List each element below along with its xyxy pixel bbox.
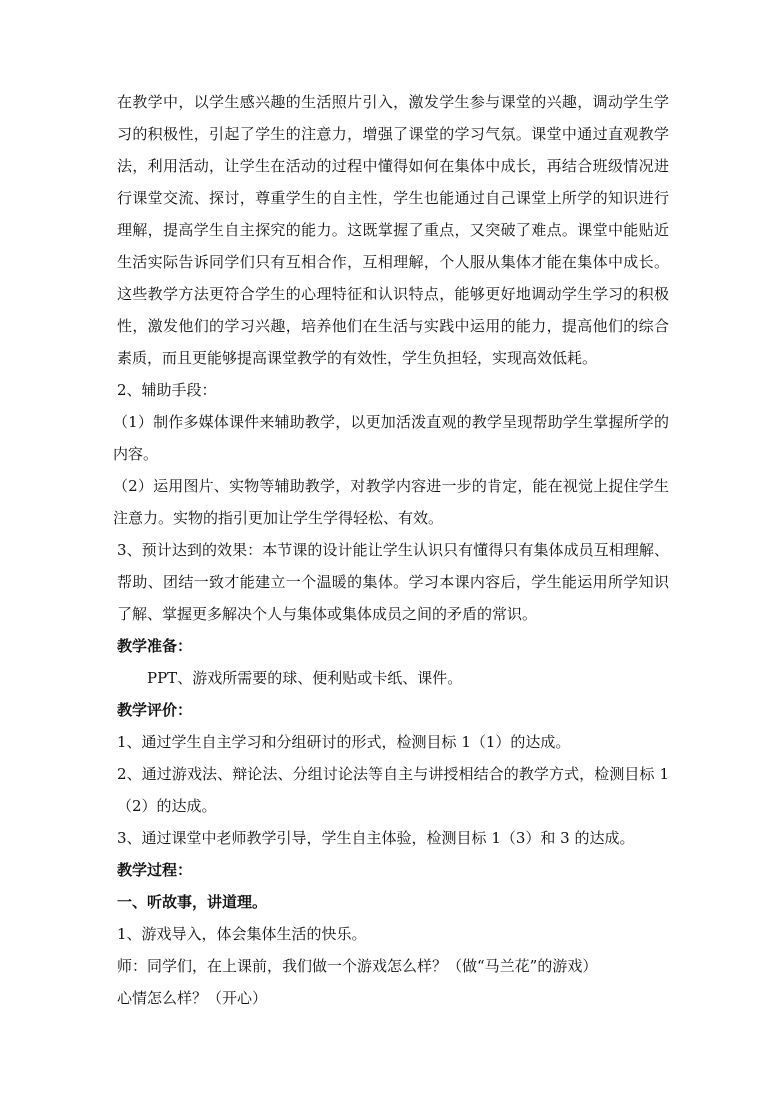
document-body — [113, 86, 669, 1014]
heading-section-one: 一、听故事，讲道理。 — [117, 893, 268, 911]
paragraph-mood-question: 心情怎么样？（开心） — [117, 989, 268, 1007]
paragraph-teaching-method: 在教学中，以学生感兴趣的生活照片引入，激发学生参与课堂的兴趣，调动学生学习的积极性，引起了学生的注意力，增强了课堂的学习气氛。课堂中通过直观教学法，利用活动，让学生在活动的过程中懂得如何在集体中成长，再结合班级情况进行课堂交流、探讨，尊重学生的自主性，学生也能通过自己课堂上所学的知识进行理解，提高学生自主探究的能力。这既掌握了重点，又突破了难点。课堂中能贴近生活实际告诉同学们只有互相合作，互相理解，个人服从集体才能在集体中成长。这些教学方法更符合学生的心理特征和认识特点，能够更好地调动学生学习的积极性，激发他们的学习兴趣，培养他们在生活与实践中运用的能力，提高他们的综合素质，而且更能够提高课堂教学的有效性，学生负担轻，实现高效低耗。 — [117, 93, 669, 367]
paragraph-auxiliary-means: 2、辅助手段： — [117, 381, 217, 399]
paragraph-preparation-items: PPT、游戏所需要的球、便利贴或卡纸、课件。 — [147, 669, 463, 687]
paragraph-auxiliary-item-1: （1）制作多媒体课件来辅助教学，以更加活泼直观的教学呈现帮助学生掌握所学的内容。 — [113, 413, 669, 463]
paragraph-evaluation-2: 2、通过游戏法、辩论法、分组讨论法等自主与讲授相结合的教学方式，检测目标 1（2）的达成。 — [117, 765, 669, 815]
paragraph-evaluation-3: 3、通过课堂中老师教学引导，学生自主体验，检测目标 1（3）和 3 的达成。 — [117, 829, 635, 847]
heading-teaching-preparation: 教学准备： — [117, 637, 193, 655]
paragraph-teacher-line: 师：同学们，在上课前，我们做一个游戏怎么样？（做“马兰花”的游戏） — [117, 957, 598, 975]
paragraph-expected-effect: 3、预计达到的效果：本节课的设计能让学生认识只有懂得只有集体成员互相理解、帮助、团结一致才能建立一个温暖的集体。学习本课内容后，学生能运用所学知识了解、掌握更多解决个人与集体或集体成员之间的矛盾的常识。 — [117, 541, 669, 623]
paragraph-evaluation-1: 1、通过学生自主学习和分组研讨的形式，检测目标 1（1）的达成。 — [117, 733, 571, 751]
paragraph-game-intro: 1、游戏导入，体会集体生活的快乐。 — [117, 925, 367, 943]
paragraph-auxiliary-item-2: （2）运用图片、实物等辅助教学，对教学内容进一步的肯定，能在视觉上捉住学生注意力。实物的指引更加让学生学得轻松、有效。 — [113, 477, 669, 527]
heading-teaching-process: 教学过程： — [117, 861, 193, 879]
heading-teaching-evaluation: 教学评价： — [117, 701, 193, 719]
